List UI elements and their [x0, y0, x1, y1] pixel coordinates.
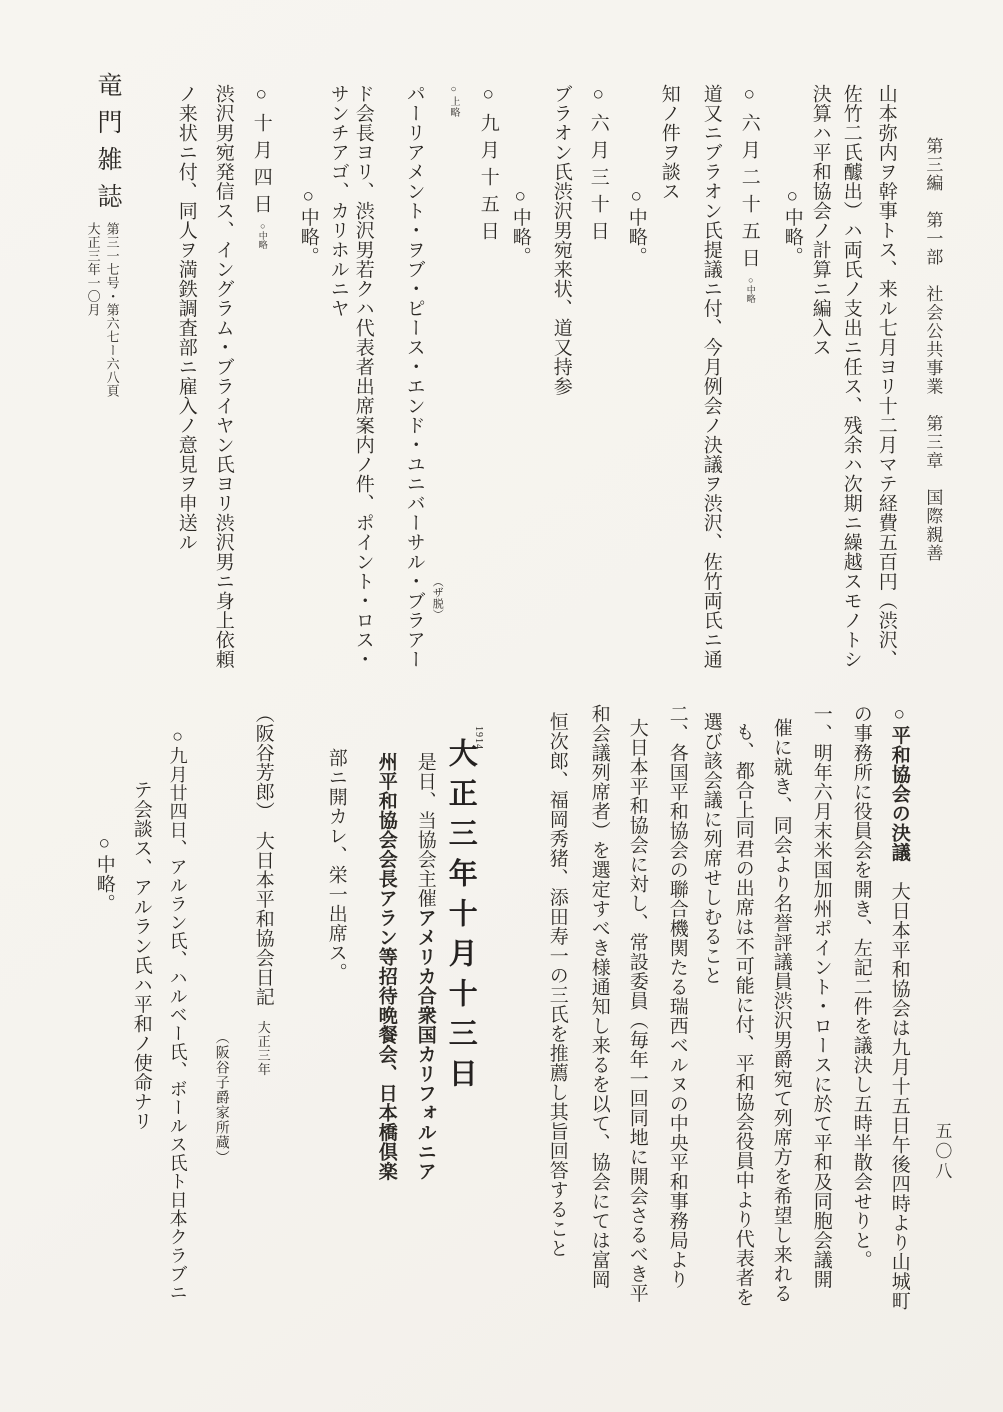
resolution-headline: ○平和協会の決議: [888, 704, 910, 862]
zadatsu-annotation: （ザ脱）: [431, 576, 444, 620]
source-author: （阪谷芳郎）: [252, 704, 274, 812]
diary-date: [737, 84, 760, 303]
resolution-item-line: 二、各国平和協会の聯合機関たる瑞西ベルヌの中央平和事務局より: [666, 704, 688, 1289]
western-year-annotation: 1914: [473, 726, 484, 750]
diary-line: 知ノ件ヲ談ス: [658, 84, 680, 201]
entry-text: 是日、当協会主催: [414, 752, 436, 908]
omission-marker: ○中略。: [509, 186, 531, 266]
omission-marker: ○中略。: [781, 186, 803, 266]
omission-note: ○中略: [745, 275, 756, 303]
diary-line: 渋沢男宛発信ス、イングラム・ブライヤン氏ヨリ渋沢男ニ身上依頼: [212, 84, 234, 669]
omission-note: ○中略: [257, 221, 268, 249]
journal-date: 大正三年一〇月: [85, 222, 101, 317]
diary-date-text: ○十月四日: [250, 84, 272, 221]
entry-line: [413, 752, 436, 1181]
source-owner: （阪谷子爵家所蔵）: [213, 1030, 229, 1165]
resolution-line: [887, 704, 910, 1311]
diary-line: ド会長ヨリ、渋沢男若クハ代表者出席案内ノ件、ポイント・ロス・: [352, 84, 374, 669]
journal-issue: 第三一七号・第六七ー六八頁: [104, 222, 120, 398]
resolution-item-line: 和会議列席者）を選定すべき様通知し来るを以て、協会にては富岡: [588, 704, 610, 1289]
resolution-item-line: 恒次郎、福岡秀猪、添田寿一の三氏を推薦し其旨回答すること: [546, 712, 568, 1258]
resolution-item-line: も、都合上同君の出席は不可能に付、平和協会役員中より代表者を: [732, 722, 754, 1307]
joryaku-annotation: ○上略: [448, 84, 459, 118]
omission-marker: ○中略。: [297, 186, 319, 266]
diary-line: 道又ニブラオン氏提議ニ付、今月例会ノ決議ヲ渋沢、佐竹両氏ニ通: [700, 84, 722, 669]
resolution-text: 大日本平和協会は九月十五日午後四時より山城町: [888, 862, 910, 1311]
omission-marker: ○中略。: [93, 833, 115, 913]
page-number: 五〇八: [932, 1122, 952, 1182]
entry-text-emphasis: アメリカ合衆国カリフォルニア: [414, 908, 436, 1181]
diary-line: パーリアメント・ヲブ・ピース・エンド・ユニバーサル・ブラアー: [403, 84, 425, 669]
diary-line: 決算ハ平和協会ノ計算ニ編入ス: [809, 84, 831, 357]
resolution-item-line: 一、明年六月末米国加州ポイント・ロースに於て平和及同胞会議開: [810, 704, 832, 1289]
diary-line: 佐竹二氏醵出）ハ両氏ノ支出ニ任ス、残余ハ次期ニ繰越スモノトシ: [840, 84, 862, 669]
diary-line: ノ来状ニ付、同人ヲ満鉄調査部ニ雇入ノ意見ヲ申送ル: [175, 84, 197, 552]
diary-date-text: ○六月二十五日: [738, 84, 760, 275]
resolution-item-line: 催に就き、同会より名誉評議員渋沢男爵宛て列席方を希望し来れる: [770, 718, 792, 1303]
entry-line: 部ニ開カレ、栄一出席ス。: [325, 748, 347, 982]
diary-line: テ会談ス、アルラン氏ハ平和ノ使命ナリ: [130, 780, 152, 1131]
resolution-item-line: 大日本平和協会に対し、常設委員（毎年一回同地に開会さるべき平: [626, 718, 648, 1303]
diary-line: サンチアゴ、カリホルニヤ: [327, 84, 349, 318]
source-citation: [251, 704, 274, 1077]
diary-line: ブラオン氏渋沢男宛来状、道又持参: [550, 84, 572, 396]
diary-date: [249, 84, 272, 249]
diary-date: ○六月三十日: [587, 84, 609, 248]
source-title: 大日本平和協会日記: [252, 811, 274, 1007]
resolution-item-line: 選び該会議に列席せしむること: [700, 712, 722, 985]
source-year: 大正三年: [255, 1006, 271, 1077]
journal-title: 竜門雑誌: [94, 72, 121, 220]
diary-date: ○九月十五日: [477, 84, 499, 248]
resolution-line: の事務所に役員会を開き、左記二件を議決し五時半散会せりと。: [850, 704, 872, 1270]
section-header: 第三編 第一部 社会公共事業 第三章 国際親善: [923, 137, 943, 563]
diary-line: 山本弥内ヲ幹事トス、来ル七月ヨリ十二月マテ経費五百円（渋沢、: [875, 84, 897, 669]
omission-marker: ○中略。: [625, 186, 647, 266]
diary-line: ○九月廿四日、アルラン氏、ハルベー氏、ボールス氏ト日本クラブニ: [167, 726, 188, 1302]
entry-date-heading: 大正三年十月十三日: [444, 738, 477, 1098]
entry-line-emphasis: 州平和協会会長アラン等招待晩餐会、日本橋倶楽: [375, 752, 397, 1181]
